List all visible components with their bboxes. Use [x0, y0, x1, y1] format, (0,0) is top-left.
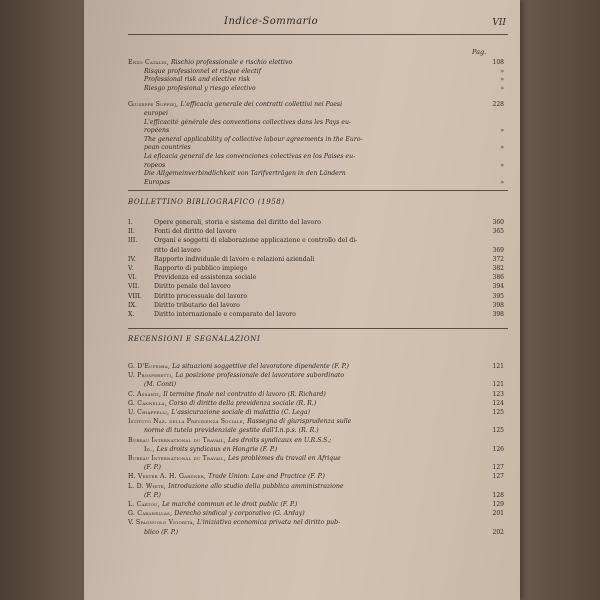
toc-entry	[144, 426, 504, 435]
toc-entry	[128, 518, 504, 527]
entry-author: G. D'Eufemia,	[128, 363, 173, 370]
entry-page-number: »	[500, 67, 504, 75]
entry-title: Rassegna di giurisprudenza sulle	[247, 418, 352, 426]
entry-page-number: 124	[492, 399, 504, 407]
entry-page-number: 125	[492, 427, 504, 435]
entry-title: Corso di diritto della previdenza sociale (R. R.)	[168, 399, 317, 407]
entry-page-number: 369	[492, 246, 504, 254]
biblio-entry	[128, 246, 504, 255]
biblio-entry	[128, 273, 504, 282]
entry-title: ropéens	[144, 127, 170, 135]
toc-entry	[144, 445, 504, 454]
entry-author: Bureau International du Travail,	[128, 436, 228, 444]
entry-title: Riesgo profesional y riesgo electivo	[144, 84, 256, 92]
entry-title: ritto del lavoro	[154, 246, 201, 254]
entry-title: L'efficacia generale dei contratti collettivi nei Paesi	[180, 101, 343, 109]
roman-numeral: III.	[128, 237, 138, 245]
entry-title: Risque professionnel et risque électif	[144, 67, 261, 75]
entry-page-number: 394	[492, 283, 504, 291]
entry-title: La posizione professionale del lavoratore subordinato	[175, 372, 345, 380]
entry-title: Rischio professionale e rischio elettivo	[170, 59, 293, 66]
roman-numeral: IV.	[128, 255, 136, 263]
entry-title: Previdenza ed assistenza sociale	[154, 274, 257, 282]
entry-page-number: »	[500, 76, 504, 84]
biblio-entry	[128, 218, 504, 227]
roman-numeral: V.	[128, 265, 134, 272]
entry-title: Les problèmes du travail en Afrique	[227, 455, 341, 462]
entry-author: Id.,	[144, 445, 157, 453]
entry-title: L'iniziativa economica privata nel diritto pub-	[197, 519, 341, 527]
roman-numeral: VI.	[128, 274, 137, 282]
header-page-number: VII	[492, 18, 506, 28]
entry-author: G. Cannella,	[128, 399, 169, 407]
entry-page-number: 121	[492, 381, 504, 389]
background-right	[520, 0, 600, 600]
entry-title: pean countries	[144, 144, 191, 152]
entry-title: The general applicability of collective labour agreements in the Euro-	[144, 135, 363, 143]
entry-title: (M. Conti)	[144, 381, 177, 389]
entry-title: Professional risk and elective risk	[144, 76, 251, 84]
entry-title: norme di tutela previdenziale gestite dall'I.n.p.s. (R. R.)	[144, 427, 319, 435]
entry-author: Giuseppe Suppiej,	[128, 101, 181, 109]
toc-entry	[128, 371, 504, 380]
entry-title: Opere generali, storia e sistema del diritto del lavoro	[154, 219, 321, 226]
entry-page-number: »	[500, 178, 504, 186]
entry-page-number: 382	[492, 265, 504, 272]
entry-page-number: 126	[492, 445, 504, 453]
entry-title: Introduzione allo studio della pubblica amministrazione	[168, 482, 344, 490]
toc-entry	[128, 454, 504, 463]
entry-title: La situazioni soggettive del lavoratore dipendente (F. P.)	[172, 363, 349, 370]
entry-page-number: 202	[492, 528, 504, 536]
entry-title: Organi e soggetti di elaborazione applicazione e controllo del di-	[154, 237, 358, 245]
entry-author: U. Prosperetti,	[128, 372, 176, 380]
toc-entry	[144, 528, 504, 537]
entry-title: Derecho sindical y corporativo (G. Arday)	[174, 510, 305, 518]
biblio-entry	[128, 255, 504, 264]
roman-numeral: I.	[128, 219, 133, 226]
entry-author: L. Cartou,	[128, 501, 163, 508]
toc-entry	[144, 463, 504, 472]
biblio-entry	[128, 310, 504, 319]
entry-title: Europas	[144, 178, 171, 186]
entry-page-number: 125	[492, 409, 504, 416]
entry-page-number: 372	[492, 255, 504, 263]
toc-entry	[128, 390, 504, 399]
entry-page-number: 129	[492, 501, 504, 508]
entry-title: Diritto processuale del lavoro	[154, 292, 248, 300]
entry-page-number: »	[500, 84, 504, 92]
toc-entry	[128, 408, 504, 417]
entry-page-number: 398	[492, 301, 504, 309]
entry-page-number: 123	[492, 390, 504, 398]
toc-entry	[128, 362, 504, 371]
entry-author: V. Spagnuolo Vigorita,	[128, 519, 198, 527]
roman-numeral: X.	[128, 311, 135, 318]
entry-page-number: 365	[492, 228, 504, 236]
biblio-entry	[128, 301, 504, 310]
entry-page-number: 398	[492, 311, 504, 318]
entry-page-number: »	[500, 144, 504, 152]
toc-entry	[144, 178, 504, 187]
roman-numeral: IX.	[128, 301, 137, 309]
entry-page-number: 228	[492, 101, 504, 109]
entry-title: Diritto penale del lavoro	[154, 283, 231, 291]
entry-title: Diritto tributario del lavoro	[154, 301, 240, 309]
entry-title: europei	[144, 110, 168, 117]
entry-author: C. Assanti,	[128, 390, 164, 398]
section-title-recensioni: RECENSIONI E SEGNALAZIONI	[128, 335, 261, 343]
section-rule	[128, 328, 508, 329]
entry-page-number: »	[500, 127, 504, 135]
roman-numeral: VII.	[128, 283, 140, 291]
entry-title: Les droits syndicaux en U.R.S.S.;	[227, 436, 332, 444]
entry-page-number: 360	[492, 219, 504, 226]
biblio-entry	[128, 292, 504, 301]
toc-entry	[128, 417, 504, 426]
biblio-entry	[128, 264, 504, 273]
pag-label: Pag.	[472, 48, 487, 56]
entry-title: ropeos	[144, 161, 166, 169]
biblio-entry	[128, 236, 504, 245]
entry-title: Les droits syndicaux en Hongrie (F. P.)	[156, 445, 278, 453]
entry-page-number: 121	[492, 363, 504, 370]
biblio-entry	[128, 282, 504, 291]
entry-title: (F. P.)	[144, 464, 161, 472]
entry-page-number: 386	[492, 274, 504, 282]
entry-title: L'efficacité générale des conventions collectives dans les Pays eu-	[144, 118, 352, 126]
entry-title: Il termine finale nel contratto di lavoro (R. Richard)	[163, 390, 326, 398]
background-left	[0, 0, 84, 600]
entry-title: blico (F. P.)	[144, 528, 179, 536]
book-page	[84, 0, 520, 600]
entry-title: Die Allgemeinverbindlichkeit von Tarifverträgen in den Ländern	[144, 170, 346, 178]
entry-title: Trade Union: Law and Practice (F. P.)	[208, 473, 325, 481]
toc-entry	[128, 436, 504, 445]
entry-title: Rapporto di pubblico impiego	[154, 265, 248, 272]
running-header	[84, 16, 520, 32]
toc-entry	[128, 472, 504, 481]
biblio-entry	[128, 227, 504, 236]
header-title: Indice-Sommario	[224, 16, 319, 27]
toc-entry	[144, 84, 504, 93]
entry-title: La eficacia general de las convenciones colectivas en los Paises eu-	[144, 153, 356, 160]
entry-title: Fonti del diritto del lavoro	[154, 228, 237, 236]
toc-entry	[144, 491, 504, 500]
entry-title: Diritto internazionale e comparato del lavoro	[154, 311, 296, 318]
entry-author: Istituto Naz. della Previdenza Sociale,	[128, 418, 248, 426]
entry-page-number: 127	[492, 473, 504, 481]
entry-page-number: 128	[492, 491, 504, 499]
entry-author: Bureau International du Travail,	[128, 455, 228, 462]
roman-numeral: II.	[128, 228, 135, 236]
entry-author: Enzo Cataldi,	[128, 59, 171, 66]
entry-author: L. D. White,	[128, 482, 169, 490]
header-rule	[128, 34, 508, 35]
entry-page-number: »	[500, 161, 504, 169]
toc-entry	[128, 500, 504, 509]
entry-title: L'assicurazione sociale di malattia (C. Lega)	[171, 409, 310, 416]
entry-author: G. Cabanellas,	[128, 510, 175, 518]
toc-entry	[128, 399, 504, 408]
section-rule	[128, 190, 508, 191]
entry-page-number: 201	[492, 510, 504, 518]
entry-page-number: 108	[492, 59, 504, 66]
entry-author: U. Chiappelli,	[128, 409, 172, 416]
entry-title: (F. P.)	[144, 491, 161, 499]
toc-entry	[128, 509, 504, 518]
roman-numeral: VIII.	[128, 292, 142, 300]
entry-page-number: 395	[492, 292, 504, 300]
toc-entry	[144, 380, 504, 389]
entry-author: H. Vester A. H. Gardner,	[128, 473, 209, 481]
entry-title: Le marché commun et le droit public (F. P.)	[162, 501, 298, 508]
entry-title: Rapporto individuale di lavoro e relazioni aziendali	[154, 255, 315, 263]
entry-page-number: 127	[492, 464, 504, 472]
section-title-bollettino: BOLLETTINO BIBLIOGRAFICO (1958)	[128, 198, 285, 206]
toc-entry	[128, 482, 504, 491]
